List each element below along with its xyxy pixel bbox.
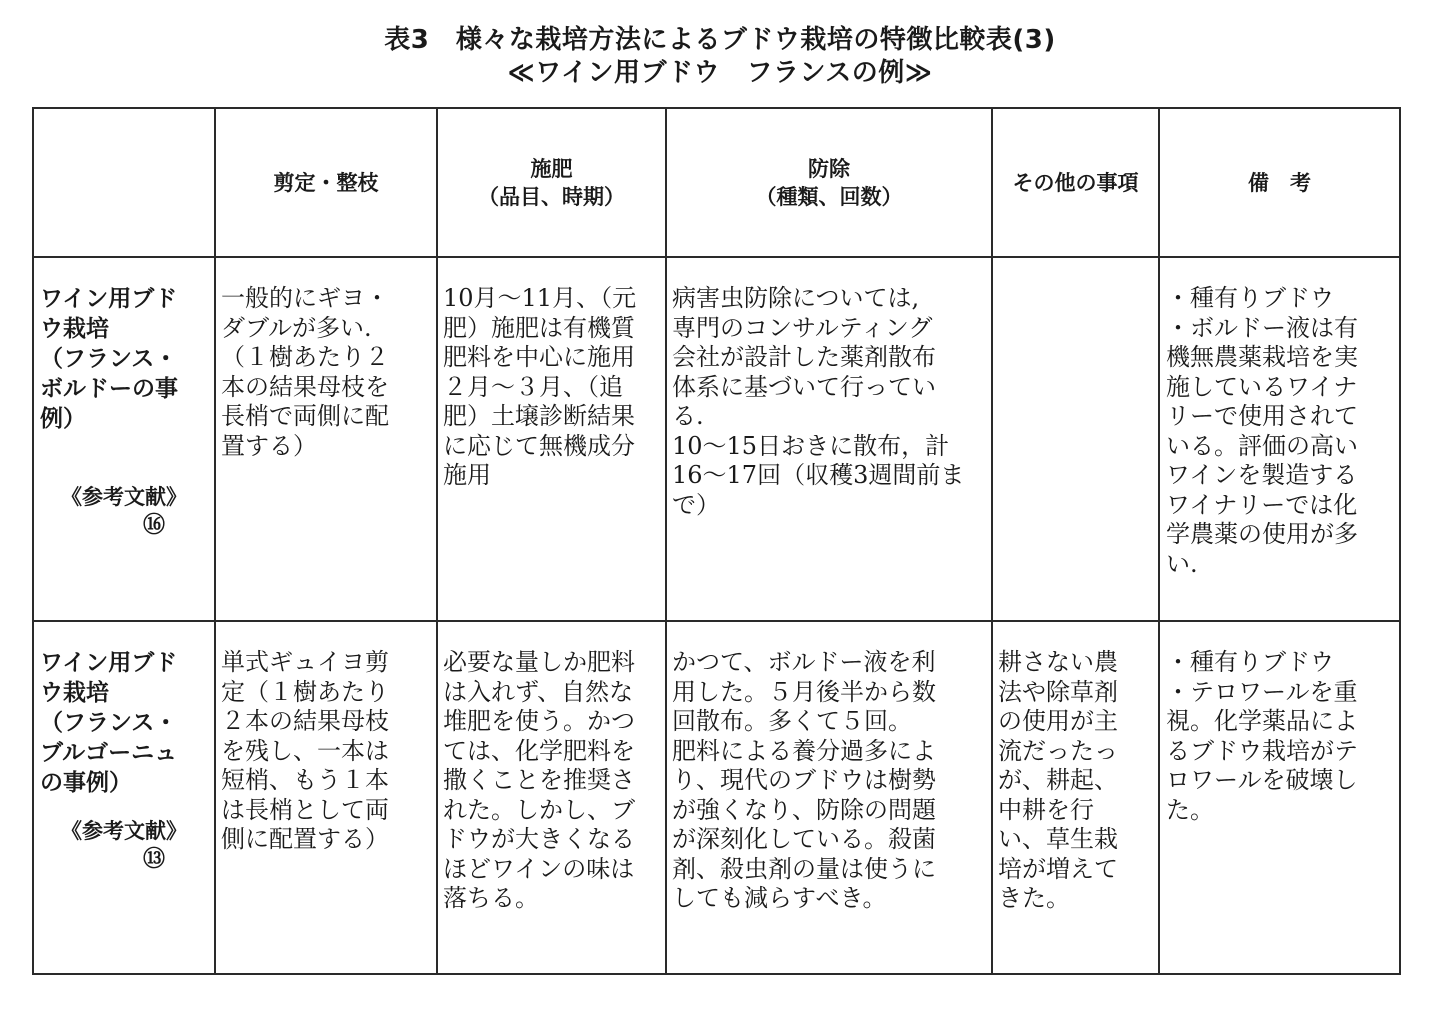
header-other: その他の事項 xyxy=(992,108,1159,257)
cell-pruning xyxy=(215,257,437,621)
cell-fertilizer xyxy=(437,621,666,974)
other-text xyxy=(993,258,1158,284)
cell-remarks xyxy=(1159,621,1400,974)
table-subtitle: ≪ワイン用ブドウ フランスの例≫ xyxy=(507,58,933,88)
table-row xyxy=(33,621,1400,974)
cell-pruning xyxy=(215,621,437,974)
pest-control-text: かつて、ボルドー液を利 用した。５月後半から数 回散布。多くて５回。 肥料による養分過多によ り、現代のブドウは樹勢 が強くなり、防除の問題 が深刻化している。殺菌 剤、殺虫剤の量は使うに しても減らすべき。 xyxy=(672,648,936,912)
pruning-text: 一般的にギヨ・ ダブルが多い. （１樹あたり２ 本の結果母枝を 長梢で両側に配 置する） xyxy=(221,284,389,460)
fertilizer-text: 10月～11月、（元 肥）施肥は有機質 肥料を中心に施用 ２月～３月、（追 肥）土壌診断結果 に応じて無機成分 施用 xyxy=(443,284,637,489)
cell-remarks xyxy=(1159,257,1400,621)
reference-label: 《参考文献》 xyxy=(61,819,187,843)
header-remarks: 備 考 xyxy=(1159,108,1400,257)
row-header-bordeaux xyxy=(33,257,215,621)
row-header-bourgogne xyxy=(33,621,215,974)
row-label: ワイン用ブド ウ栽培 （フランス・ ブルゴーニュ の事例） xyxy=(40,650,178,796)
row-label: ワイン用ブド ウ栽培 （フランス・ ボルドーの事 例） xyxy=(40,286,178,432)
reference-number: ⑯ xyxy=(142,513,165,538)
header-blank xyxy=(33,108,215,257)
comparison-table xyxy=(32,107,1401,975)
cell-other xyxy=(992,257,1159,621)
other-text: 耕さない農 法や除草剤 の使用が主 流だったっ が、耕起、 中耕を行 い、草生栽 培が増えて きた。 xyxy=(998,648,1118,912)
header-pest-control: 防除 （種類、回数） xyxy=(666,108,992,257)
reference-label: 《参考文献》 xyxy=(61,485,187,509)
cell-pest-control xyxy=(666,257,992,621)
cell-other xyxy=(992,621,1159,974)
header-row xyxy=(33,108,1400,257)
header-fertilizer: 施肥 （品目、時期） xyxy=(437,108,666,257)
table-row xyxy=(33,257,1400,621)
remarks-text: ・種有りブドウ ・ボルドー液は有 機無農薬栽培を実 施しているワイナ リーで使用されて いる。評価の高い ワインを製造する ワイナリーでは化 学農薬の使用が多 い. xyxy=(1166,284,1358,578)
pruning-text: 単式ギュイヨ剪 定（１樹あたり ２本の結果母枝 を残し、一本は 短梢、もう１本 は長梢として両 側に配置する） xyxy=(221,648,389,853)
fertilizer-text: 必要な量しか肥料 は入れず、自然な 堆肥を使う。かつ ては、化学肥料を 撒くことを推奨さ れた。しかし、ブ ドウが大きくなる ほどワインの味は 落ちる。 xyxy=(443,648,635,912)
table-title: 表3 様々な栽培方法によるブドウ栽培の特徴比較表(3) xyxy=(384,25,1056,55)
pest-control-text: 病害虫防除については, 専門のコンサルティング 会社が設計した薬剤散布 体系に基づいて行ってい る. 10～15日おきに散布，計 16～17回（収穫3週間前ま で） xyxy=(672,284,965,519)
remarks-text: ・種有りブドウ ・テロワールを重 視。化学薬品によ るブドウ栽培がテ ロワールを破壊し た。 xyxy=(1166,648,1358,824)
reference-number: ⑬ xyxy=(142,847,165,872)
cell-fertilizer xyxy=(437,257,666,621)
header-pruning: 剪定・整枝 xyxy=(215,108,437,257)
cell-pest-control xyxy=(666,621,992,974)
